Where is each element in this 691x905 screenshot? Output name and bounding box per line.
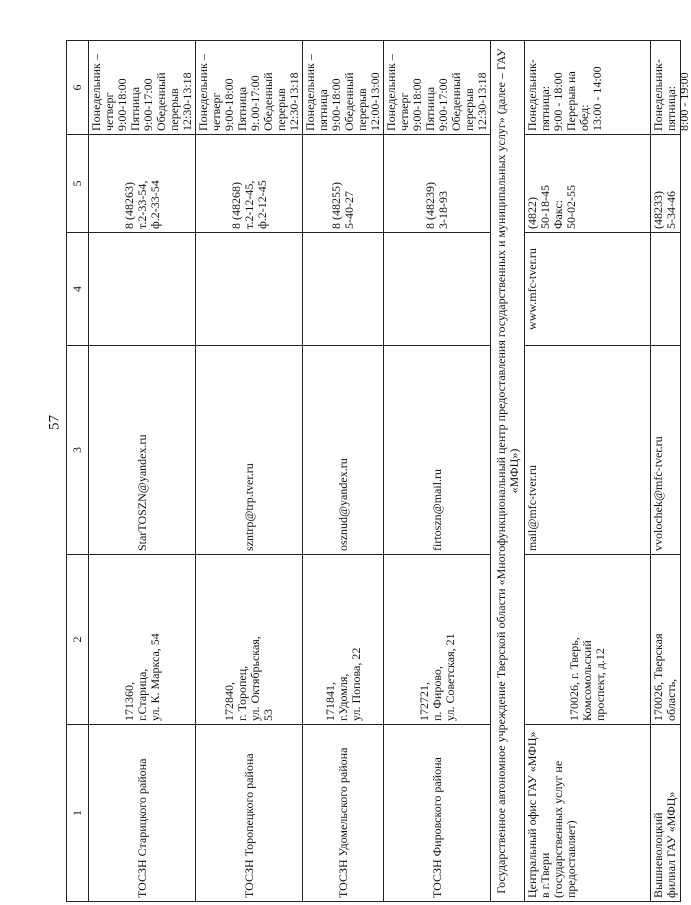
website-cell	[384, 233, 491, 346]
rotated-table-page	[66, 41, 691, 902]
schedule-cell: Понедельник – пятница 9:00-18:00 Обеденный перерыв 12:00-13:00	[303, 41, 384, 135]
website-cell	[303, 233, 384, 346]
email-cell: osznud@yandex.ru	[303, 346, 384, 555]
phone-cell: (4822) 50-18-45 Факс: 50-02-55	[525, 135, 651, 233]
table-row	[651, 41, 681, 902]
email-cell: StarTOSZN@yandex.ru	[89, 346, 196, 555]
col-header-2: 2	[67, 555, 89, 725]
table-row	[303, 41, 384, 902]
email-cell: szntrp@trp.tver.ru	[196, 346, 303, 555]
email-cell: vvolochek@mfc-tver.ru	[651, 346, 681, 555]
schedule-cell: Понедельник – четверг 9:00-18:00 Пятница 9:00-17:00 Обеденный перерыв 12:30-13:18	[384, 41, 491, 135]
website-cell	[196, 233, 303, 346]
table-row	[525, 41, 651, 902]
org-name: ТОСЗН Торопецкого района	[196, 725, 303, 902]
table-row	[89, 41, 196, 902]
col-header-4: 4	[67, 233, 89, 346]
phone-cell: 8 (48239) 3-18-93	[384, 135, 491, 233]
phone-cell: (48233) 5-34-46	[651, 135, 681, 233]
email-cell: firtoszn@mail.ru	[384, 346, 491, 555]
org-name: ТОСЗН Старицкого района	[89, 725, 196, 902]
address-cell: 170026, г. Тверь, Комсомольский проспект, д.12	[525, 555, 651, 725]
org-name: Вышневолоцкий филиал ГАУ «МФЦ»	[651, 725, 681, 902]
phone-cell: 8 (48255) 5-40-27	[303, 135, 384, 233]
website-cell	[651, 233, 681, 346]
org-name: ТОСЗН Фировского района	[384, 725, 491, 902]
schedule-cell: Понедельник-пятница: 8:00 - 19:00	[651, 41, 681, 135]
page-number: 57	[46, 415, 63, 430]
section-heading-row	[491, 41, 525, 902]
phone-cell: 8 (48263) т.2-33-54, ф.2-33-54	[89, 135, 196, 233]
address-cell: 170026, Тверская область,	[651, 555, 681, 725]
services-table	[66, 40, 691, 902]
website-cell	[89, 233, 196, 346]
col-header-5: 5	[67, 135, 89, 233]
col-header-1: 1	[67, 725, 89, 902]
section-heading: Государственное автономное учреждение Тверской области «Многофункциональный центр предоставления государственных и муниципальных услуг» (далее – ГАУ «МФЦ»)	[491, 41, 525, 902]
col-header-6: 6	[67, 41, 89, 135]
phone-cell: 8 (48268) т.2-12-45, ф.2-12-45	[196, 135, 303, 233]
table-row	[196, 41, 303, 902]
website-cell: www.mfc-tver.ru	[525, 233, 651, 346]
org-name: ТОСЗН Удомельского района	[303, 725, 384, 902]
address-cell: 171841, г.Удомля, ул. Попова, 22	[303, 555, 384, 725]
schedule-cell: Понедельник – четверг 9:00-18:00 Пятница 9:.00-17:00 Обеденный перерыв 12:30-13:18	[196, 41, 303, 135]
schedule-cell: Понедельник-пятница: 9:00 - 18:00 Перерыв на обед: 13:00 - 14:00	[525, 41, 651, 135]
table-row	[384, 41, 491, 902]
address-cell: 172840, г. Торопец, ул. Октябрьская, 53	[196, 555, 303, 725]
org-name: Центральный офис ГАУ «МФЦ» в г.Твери (государственных услуг не предоставляет)	[525, 725, 651, 902]
schedule-cell: Понедельник – четверг 9:00-18:00 Пятница 9:00-17:00 Обеденный перерыв 12:30-13:18	[89, 41, 196, 135]
col-header-3: 3	[67, 346, 89, 555]
address-cell: 171360, г.Старица, ул. К. Маркса, 54	[89, 555, 196, 725]
address-cell: 172721, п. Фирово, ул. Советская, 21	[384, 555, 491, 725]
email-cell: mail@mfc-tver.ru	[525, 346, 651, 555]
table-header-row	[67, 41, 89, 902]
